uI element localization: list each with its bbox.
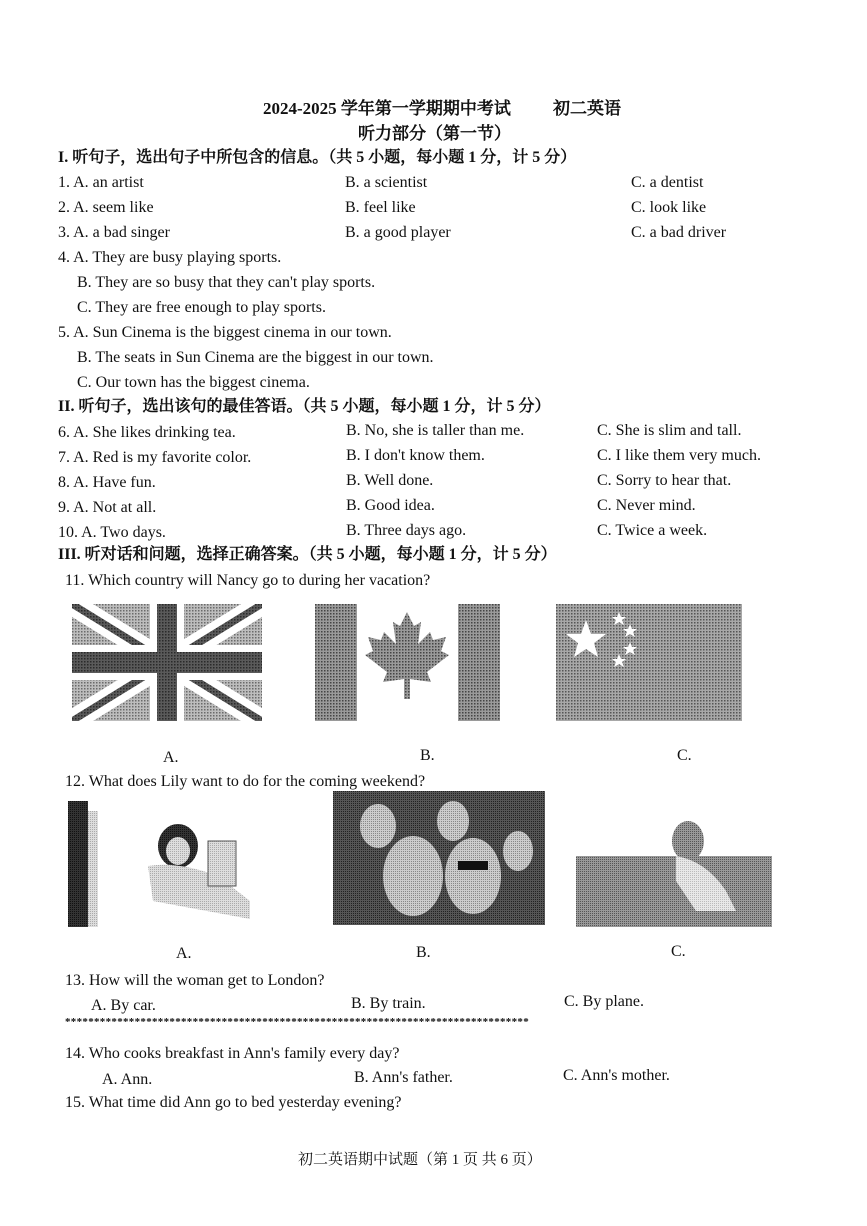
q7-option-a: 7. A. Red is my favorite color. [58,449,252,466]
q12-label-c: C. [671,943,686,960]
q1-option-a: 1. A. an artist [58,174,144,191]
q6-option-b: B. No, she is taller than me. [346,422,525,439]
q2-option-c: C. look like [631,199,707,216]
section-3-heading: III. 听对话和问题，选择正确答案。（共 5 小题，每小题 1 分，计 5 分） [58,546,557,563]
q9-option-a: 9. A. Not at all. [58,499,157,516]
q13-option-b: B. By train. [351,995,426,1012]
q4-option-c: C. They are free enough to play sports. [77,299,326,316]
q10-option-a: 10. A. Two days. [58,524,166,541]
china-flag-icon [556,604,742,721]
uk-flag-icon [72,604,262,721]
q8-option-c: C. Sorry to hear that. [597,472,732,489]
q8-option-a: 8. A. Have fun. [58,474,156,491]
q11-label-b: B. [420,747,435,764]
q5-option-a: 5. A. Sun Cinema is the biggest cinema in our town. [58,324,392,341]
q13-option-c: C. By plane. [564,993,644,1010]
q11-question: 11. Which country will Nancy go to during her vacation? [65,572,431,589]
q13-option-a: A. By car. [91,997,156,1014]
q6-option-a: 6. A. She likes drinking tea. [58,424,236,441]
q8-option-b: B. Well done. [346,472,434,489]
q1-option-b: B. a scientist [345,174,428,191]
q9-option-b: B. Good idea. [346,497,435,514]
q12-label-b: B. [416,944,431,961]
q14-question: 14. Who cooks breakfast in Ann's family every day? [65,1045,400,1062]
q3-option-c: C. a bad driver [631,224,727,241]
part-title: 听力部分（第一节） [358,124,511,143]
q15-question: 15. What time did Ann go to bed yesterday evening? [65,1094,402,1111]
friends-at-cinema-photo [333,791,545,925]
q14-option-b: B. Ann's father. [354,1069,453,1086]
girl-on-sofa-photo [576,801,772,927]
exam-subject: 初二英语 [553,99,621,118]
q3-option-b: B. a good player [345,224,451,241]
q11-label-a: A. [163,749,179,766]
q12-label-a: A. [176,945,192,962]
q5-option-b: B. The seats in Sun Cinema are the biggest in our town. [77,349,434,366]
q6-option-c: C. She is slim and tall. [597,422,742,439]
q7-option-b: B. I don't know them. [346,447,485,464]
q9-option-c: C. Never mind. [597,497,696,514]
q1-option-c: C. a dentist [631,174,704,191]
q14-option-a: A. Ann. [102,1071,153,1088]
q3-option-a: 3. A. a bad singer [58,224,170,241]
section-1-heading: I. 听句子，选出句子中所包含的信息。（共 5 小题，每小题 1 分，计 5 分） [58,149,577,166]
q10-option-b: B. Three days ago. [346,522,467,539]
exam-title: 2024-2025 学年第一学期期中考试 [263,99,511,118]
q5-option-c: C. Our town has the biggest cinema. [77,374,310,391]
q10-option-c: C. Twice a week. [597,522,708,539]
canada-flag-icon [315,604,500,721]
q12-question: 12. What does Lily want to do for the coming weekend? [65,773,426,790]
girl-lying-reading-photo [68,801,250,927]
q4-option-a: 4. A. They are busy playing sports. [58,249,282,266]
q7-option-c: C. I like them very much. [597,447,761,464]
q2-option-a: 2. A. seem like [58,199,154,216]
q2-option-b: B. feel like [345,199,416,216]
asterisk-divider: ******************************************************************************** [65,1016,529,1028]
section-2-heading: II. 听句子，选出该句的最佳答语。（共 5 小题，每小题 1 分，计 5 分） [58,398,551,415]
page-footer: 初二英语期中试题（第 1 页 共 6 页） [298,1152,542,1168]
q13-question: 13. How will the woman get to London? [65,972,325,989]
q11-label-c: C. [677,747,692,764]
q4-option-b: B. They are so busy that they can't play sports. [77,274,376,291]
q14-option-c: C. Ann's mother. [563,1067,670,1084]
